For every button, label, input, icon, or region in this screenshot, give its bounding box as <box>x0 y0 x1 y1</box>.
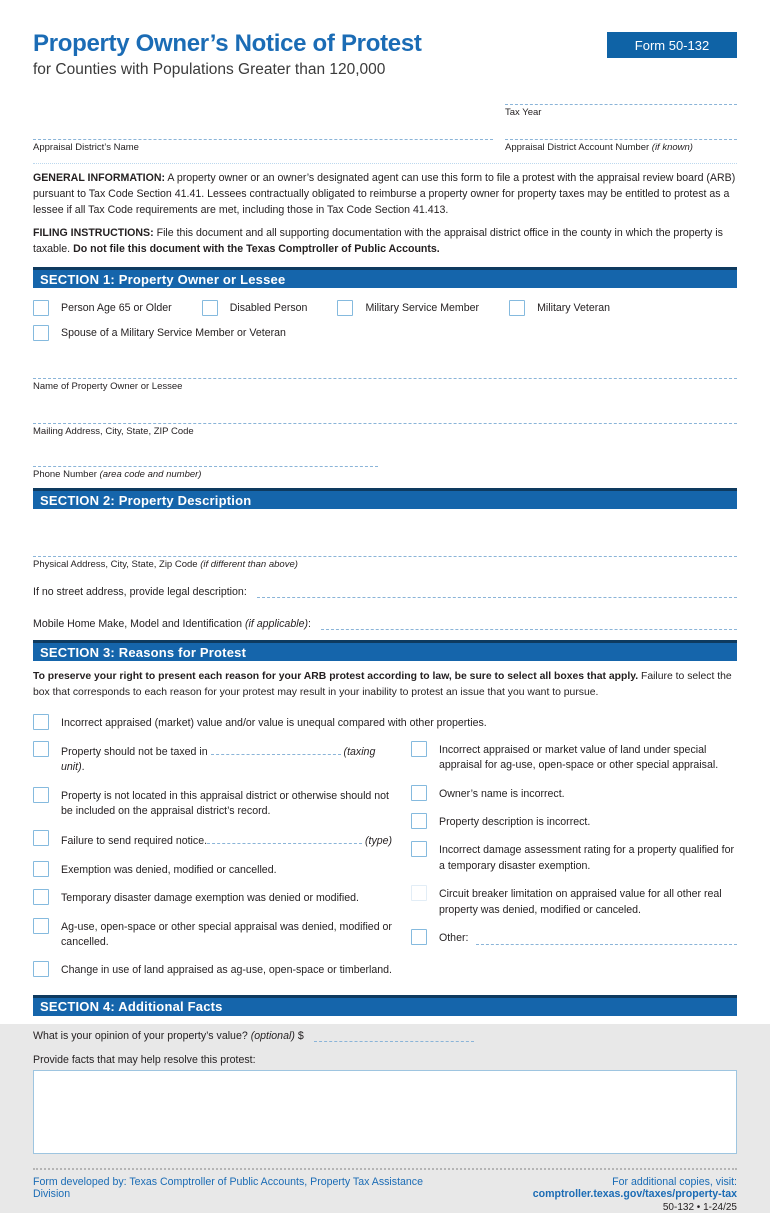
reason-failure-notice <box>33 830 395 849</box>
checkbox-spouse-military-label: Spouse of a Military Service Member or Veteran <box>61 327 286 340</box>
mobile-home-input[interactable] <box>321 618 737 630</box>
footer-copies <box>430 1176 737 1200</box>
checkbox-military-service-member[interactable] <box>337 300 353 316</box>
opinion-value-label-text: What is your opinion of your property’s value? <box>33 1029 251 1042</box>
physical-address-label <box>33 559 737 570</box>
reason-failure-notice-pre: Failure to send required notice. <box>61 835 208 848</box>
filing-instructions-body: File this document and all supporting documentation with the appraisal district office in the county in which the property is taxable. <box>33 226 723 255</box>
checkbox-disabled-person[interactable] <box>202 300 218 316</box>
checkbox-age65-label: Person Age 65 or Older <box>61 302 172 315</box>
reason-owner-name <box>411 785 737 802</box>
checkbox-exemption-denied[interactable] <box>33 861 49 877</box>
district-name-input[interactable] <box>33 128 493 140</box>
mobile-home-label-italic: (if applicable) <box>244 618 308 631</box>
checkbox-military-service-member-label: Military Service Member <box>365 302 480 315</box>
reason-special-appraisal-value <box>411 741 737 774</box>
mobile-home-label-text: Mobile Home Make, Model and Identification <box>33 618 245 631</box>
mailing-address-input[interactable] <box>33 412 737 424</box>
checkbox-military-veteran[interactable] <box>509 300 525 316</box>
phone-number-label-text: Phone Number <box>33 469 100 481</box>
opinion-value-label <box>33 1030 304 1042</box>
reason-incorrect-value <box>33 714 737 731</box>
reason-change-use-label: Change in use of land appraised as ag-use, open-space or timberland. <box>61 964 392 977</box>
checkbox-incorrect-value[interactable] <box>33 714 49 730</box>
mobile-home-label-colon: : <box>308 618 311 631</box>
tax-year-label: Tax Year <box>505 107 542 118</box>
account-number-label-italic: (if known) <box>651 142 693 153</box>
checkbox-spouse-military[interactable] <box>33 325 49 341</box>
checkbox-disabled-person-label: Disabled Person <box>229 302 308 315</box>
reason-not-taxed-label <box>61 741 395 776</box>
reason-not-taxed-pre: Property should not be taxed in <box>61 746 211 759</box>
general-information-body: A property owner or an owner’s designated agent can use this form to file a protest with the appraisal review board (ARB) pursuant to Tax Code Section 41.41. Lessees contractually obligated to reimburse a property owner for property taxes may be entitled to protest as a lessee if all Tax Code requirements are met, including those in Tax Code Section 41.413. <box>33 172 736 216</box>
section3-left-column <box>33 741 395 979</box>
taxing-unit-input[interactable] <box>211 743 341 755</box>
reason-not-taxed-post: . <box>81 761 85 774</box>
facts-label: Provide facts that may help resolve this protest: <box>33 1053 256 1066</box>
reason-exemption-denied <box>33 861 395 878</box>
checkbox-not-taxed[interactable] <box>33 741 49 757</box>
checkbox-owner-name[interactable] <box>411 785 427 801</box>
header <box>33 30 737 79</box>
facts-field <box>33 1054 737 1154</box>
checkbox-failure-notice[interactable] <box>33 830 49 846</box>
reason-change-use <box>33 961 395 978</box>
checkbox-damage-rating[interactable] <box>411 841 427 857</box>
phone-number-input[interactable] <box>33 455 378 467</box>
physical-address-label-italic: (if different than above) <box>200 559 298 571</box>
reason-other-label: Other: <box>439 931 469 944</box>
section3-right-column <box>411 741 737 979</box>
opinion-value-label-italic: (optional) <box>250 1029 295 1042</box>
physical-address-field <box>33 545 737 570</box>
section3-intro <box>33 669 737 700</box>
legal-description-input[interactable] <box>257 586 737 598</box>
footer-right <box>430 1176 737 1213</box>
reason-exemption-denied-label: Exemption was denied, modified or cancelled. <box>61 863 277 876</box>
mobile-home-label <box>33 618 311 630</box>
reason-other <box>411 929 737 946</box>
reason-damage-rating <box>411 841 737 874</box>
account-number-input[interactable] <box>505 128 737 140</box>
owner-name-input[interactable] <box>33 367 737 379</box>
reason-damage-rating-label: Incorrect damage assessment rating for a property qualified for a temporary disaster exemption. <box>439 844 735 872</box>
section3-grid <box>33 741 737 979</box>
checkbox-aguse-denied[interactable] <box>33 918 49 934</box>
opinion-value-field <box>33 1030 737 1042</box>
checkbox-age65[interactable] <box>33 300 49 316</box>
page-subtitle: for Counties with Populations Greater than 120,000 <box>33 61 386 78</box>
phone-number-label <box>33 469 737 480</box>
checkbox-military-veteran-label: Military Veteran <box>537 302 611 315</box>
tax-year-input[interactable] <box>505 93 737 105</box>
checkbox-property-description[interactable] <box>411 813 427 829</box>
section2-header: SECTION 2: Property Description <box>33 488 737 509</box>
checkbox-change-use[interactable] <box>33 961 49 977</box>
footer <box>33 1176 737 1213</box>
reason-failure-notice-italic: (type) <box>365 835 393 848</box>
footer-developed-by: Form developed by: Texas Comptroller of Public Accounts, Property Tax Assistance Division <box>33 1175 423 1200</box>
reason-aguse-denied <box>33 918 395 951</box>
notice-type-input[interactable] <box>207 832 362 844</box>
district-name-field <box>33 128 493 153</box>
general-information-heading: GENERAL INFORMATION: <box>33 172 166 184</box>
reason-not-taxed-italic: (taxing unit) <box>61 746 376 774</box>
reason-incorrect-value-label: Incorrect appraised (market) value and/or value is unequal compared with other properties. <box>61 716 487 729</box>
reason-special-appraisal-value-label: Incorrect appraised or market value of land under special appraisal for ag-use, open-space or other special appraisal. <box>439 744 719 772</box>
district-name-label: Appraisal District’s Name <box>33 142 139 153</box>
footer-form-number: 50-132 • 1-24/25 <box>662 1201 737 1213</box>
filing-instructions-bold: Do not file this document with the Texas Comptroller of Public Accounts. <box>73 242 440 255</box>
checkbox-circuit-breaker[interactable] <box>411 885 427 901</box>
footer-copies-text: For additional copies, visit: <box>612 1175 737 1188</box>
facts-textarea[interactable] <box>33 1070 737 1154</box>
reason-not-located-label: Property is not located in this appraisal district or otherwise should not be included on the appraisal district’s record. <box>61 789 389 818</box>
reason-not-located <box>33 787 395 820</box>
form-number-badge: Form 50-132 <box>607 32 737 58</box>
phone-number-field <box>33 455 737 480</box>
filing-instructions-heading: FILING INSTRUCTIONS: <box>33 226 154 239</box>
section1-checkbox-row <box>33 300 737 316</box>
account-number-label <box>505 142 737 153</box>
reason-circuit-breaker <box>411 885 737 918</box>
physical-address-input[interactable] <box>33 545 737 557</box>
section3-intro-rest: Failure to select the box that corresponds to each reason for your protest may result in your inability to protest an issue that you want to pursue. <box>33 671 732 699</box>
physical-address-label-text: Physical Address, City, State, Zip Code <box>33 559 201 571</box>
section1-header: SECTION 1: Property Owner or Lessee <box>33 267 737 288</box>
general-information <box>33 171 737 219</box>
checkbox-disaster-exemption[interactable] <box>33 889 49 905</box>
section1-checkbox-row2 <box>33 325 737 341</box>
page-title: Property Owner’s Notice of Protest <box>33 30 422 57</box>
checkbox-special-appraisal-value[interactable] <box>411 741 427 757</box>
account-number-label-text: Appraisal District Account Number <box>505 142 652 153</box>
mailing-address-field <box>33 412 737 437</box>
section3-header: SECTION 3: Reasons for Protest <box>33 640 737 661</box>
section4-header: SECTION 4: Additional Facts <box>33 995 737 1016</box>
reason-failure-notice-label <box>61 830 392 849</box>
legal-description-label: If no street address, provide legal description: <box>33 586 247 599</box>
footer-divider <box>33 1168 737 1170</box>
filing-instructions <box>33 226 737 258</box>
owner-name-field <box>33 367 737 392</box>
reason-other-label-wrap <box>439 929 737 946</box>
reason-disaster-exemption <box>33 889 395 906</box>
reason-aguse-denied-label: Ag-use, open-space or other special appraisal was denied, modified or cancelled. <box>61 920 392 948</box>
section3-intro-bold: To preserve your right to present each reason for your ARB protest according to law, be sure to select all boxes that apply. <box>33 671 639 683</box>
mobile-home-field <box>33 618 737 630</box>
opinion-value-input[interactable] <box>314 1030 474 1042</box>
tax-year-field <box>505 93 737 118</box>
dollar-sign: $ <box>297 1029 304 1042</box>
reason-not-taxed <box>33 741 395 776</box>
footer-link[interactable]: comptroller.texas.gov/taxes/property-tax <box>532 1187 737 1200</box>
mailing-address-label: Mailing Address, City, State, ZIP Code <box>33 426 194 438</box>
other-reason-input[interactable] <box>476 933 737 945</box>
checkbox-other[interactable] <box>411 929 427 945</box>
header-titles <box>33 30 422 79</box>
legal-description-field <box>33 586 737 598</box>
header-divider <box>33 163 737 164</box>
reason-circuit-breaker-label: Circuit breaker limitation on appraised value for all other real property was denied, modified or canceled. <box>439 888 722 916</box>
phone-number-label-italic: (area code and number) <box>99 469 202 481</box>
checkbox-not-located[interactable] <box>33 787 49 803</box>
reason-disaster-exemption-label: Temporary disaster damage exemption was denied or modified. <box>61 892 359 905</box>
reason-property-description <box>411 813 737 830</box>
district-fields <box>33 128 737 153</box>
owner-name-label: Name of Property Owner or Lessee <box>33 381 183 393</box>
reason-property-description-label: Property description is incorrect. <box>439 816 591 829</box>
account-number-field <box>505 128 737 153</box>
reason-owner-name-label: Owner’s name is incorrect. <box>439 787 565 800</box>
